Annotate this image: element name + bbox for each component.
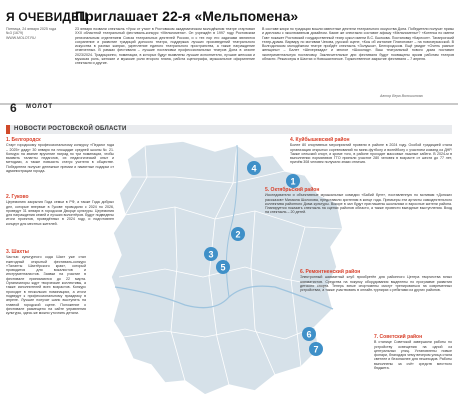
page-number: 6 [10, 101, 17, 115]
news-title: 1. Белгородск [6, 137, 41, 143]
divider [0, 103, 458, 105]
svg-text:7: 7 [313, 344, 319, 355]
svg-text:5: 5 [220, 262, 226, 273]
article-column-2: В составе жюри по традиции вошли известные деятели театрального искусства Дона. Победители получат призы и дипломы с эксклюзивным дизайном. Какие же спектакли составят афишу «Мельпомены»? «Котенка по имени Гав» покажет Ростовский государственный театр кукол имени В.С. Былкова. Постановку «Карлсон». Таганрогский театр-драма. Варвару по мотивам Чехова, русской сцене, «Ксы об изгнание Платонова» – на новочеркасской. В Волгодонском молодёжном театре пройдёт спектакль «Золушка», Белгородском. Ещё увидят «Очень разные женщины» – Балет «Шехерезада» и многое «Шоколад». Ваш театральный нового дома поставил экспериментальную постановку. Заключительные дни фестиваля будут посвящены ярким работам театров области. Режиссеры в Шахтах и Новошахтинске. Торжественное закрытие фестиваля – 7 апреля. [262, 27, 454, 62]
news-text: Электронный шахматный клуб приобретён для районного Центра творчества юных шахматистов. Средства на покупку оборудования выделены по программе развития детского спорта. Теперь юные спортсмены смогут тренироваться на современных устройствах, а также участвовать в онлайн-турнирах с ребятами из других районов. [300, 275, 452, 293]
map-marker-6[interactable] [302, 327, 316, 341]
article-column-1: 23 января позвали спектакль «Урок от утки» в Ростовском академическом молодёжном театре стартовал XXII областной театральный фестиваль-конкурс «Мельпомена». Он учреждён в 1997 году Ростовским региональным отделением Союза театральных деятелей России, и с тех пор его задачами являются сохранение и развитие традиций донского театра, поддержка лучших произведений театрального искусства в разных жанрах, укрепление единого театрального пространства, а также награждение отмеченных. В рамках фестиваля – лучшие постановки профессиональных театров Дона в сезоне 2023/2024. Традиционно, номинации, в которых будут выявлены лучшие исполнители, лучшие женская и мужская роль, женские и мужские роли второго плана, работа сценографа, музыкальное оформление спектакля и другие. [75, 27, 255, 66]
news-item [6, 138, 114, 173]
page-logo: МОЛОТ [26, 104, 54, 110]
news-title: 7. Советский район [374, 334, 423, 340]
news-item [6, 250, 86, 315]
svg-text:1: 1 [290, 176, 296, 187]
news-title: 6. Ремонтненский район [300, 269, 361, 275]
svg-text:6: 6 [306, 329, 312, 340]
section-marker [6, 125, 10, 134]
news-text: Частью культурного кода Шахт уже стал ежегодный открытый фестиваль-конкурс «Таланты Шахтёрского края», который проводится для вокалистов и инструменталистов. Заявки на участие в фестивале принимаются до 22 марта. Организаторы ждут творческие коллективы, а также исполнителей всех возрастов. Конкурс проходит в нескольких номинациях, а итоги подведут к профессиональному празднику в апреле. Лучшие получат шанс выступить на главной городской сцене. Положение о фестивале размещено на сайте управления культуры, здесь же можно уточнить детали. [6, 255, 86, 316]
news-item [290, 138, 452, 165]
issue-date: Пятница, 24 января 2025 года [6, 27, 57, 31]
news-item [6, 195, 114, 226]
article-author: Автор Вера Волошинова [380, 94, 423, 98]
article-headline: Приглашает 22-я «Мельпомена» [75, 8, 299, 24]
issue-number: №3 (1679) [6, 31, 24, 36]
news-text: Более 80 спортивных мероприятий провели в районе в 2024 году. Особой традицией стала организация открытых соревнований по мини-футболу и волейболу с участием команд из ДНР. Также сельский спорт, и кроме того, в районе проходят массовые лыжные забеги. В 2024-м в выполнении нормативов ГТО приняли участие 280 человек в возрасте от шести до 77 лет, причём 308 человек получили знаки отличия. [290, 143, 452, 165]
svg-text:4: 4 [251, 163, 257, 174]
news-text: Церемонию закрытия Года семьи в РФ, а также Года добрых дел, которые впервые в Гукове проводили с 2024 по 2026, проведут 31 января в городском Дворце культуры. Церемония для награждения семей и лучших волонтёров. Будут подведены итоги проектов, проведённых в 2024 году, и подготовлен концерт для местных жителей. [6, 200, 114, 226]
news-text: Старт городскому профессиональному конкурсу «Педагог года – 2025» дадут 30 января на площадке средней школы № 21. Конкурс на звание вручение наград по три номинации, чтобы выявить таланты педагогов, их педагогический опыт и методики, а также повысить статус учителя в обществе. Победители получат денежные премии и памятные подарки от администрации города. [6, 143, 114, 174]
news-item [300, 270, 452, 292]
map-marker-7[interactable] [309, 342, 323, 356]
brand-name: Я ОЧЕВИДЕЦ [6, 10, 89, 24]
site-link[interactable]: WWW.MOLOT.RU [6, 35, 36, 40]
section-title: НОВОСТИ РОСТОВСКОЙ ОБЛАСТИ [14, 126, 127, 132]
map-marker-3[interactable] [204, 247, 218, 261]
news-item [374, 335, 452, 370]
news-text: В станице Советской завершили работы по устройству освещения на одной из центральных улиц. Установлены новые фонари, благодаря чему вечером улица стала светлее и безопаснее для пешеходов. Работы выполнены за счёт средств местного бюджета. [374, 340, 452, 371]
svg-text:3: 3 [208, 249, 214, 260]
region-map [105, 137, 355, 399]
map-marker-2[interactable] [231, 227, 245, 241]
map-marker-1[interactable] [286, 174, 300, 188]
news-item [265, 188, 452, 215]
map-marker-4[interactable] [247, 161, 261, 175]
map-marker-5[interactable] [216, 260, 230, 274]
svg-text:2: 2 [235, 229, 241, 240]
news-text: Исследователи и объективные музыкальные комедии «Бабий бунт», поставленную по мотивам «Донских рассказов» Михаила Шолохова, представили зрителям в конце года. Премьеры эти артисты самодеятельного коллектива районного Дома культуры. Вскоре в зал будут приглашены школьники и взрослые жители района. Планируется показать спектакль на сценах районов области, а также провести выездные выступления. Вход на спектакль – 20 детей. [265, 193, 452, 215]
news-title: 3. Шахты [6, 249, 29, 255]
issue-meta [6, 27, 76, 40]
news-title: 5. Октябрьский район [265, 187, 320, 193]
news-title: 4. Куйбышевский район [290, 137, 350, 143]
news-title: 2. Гуково [6, 194, 29, 200]
